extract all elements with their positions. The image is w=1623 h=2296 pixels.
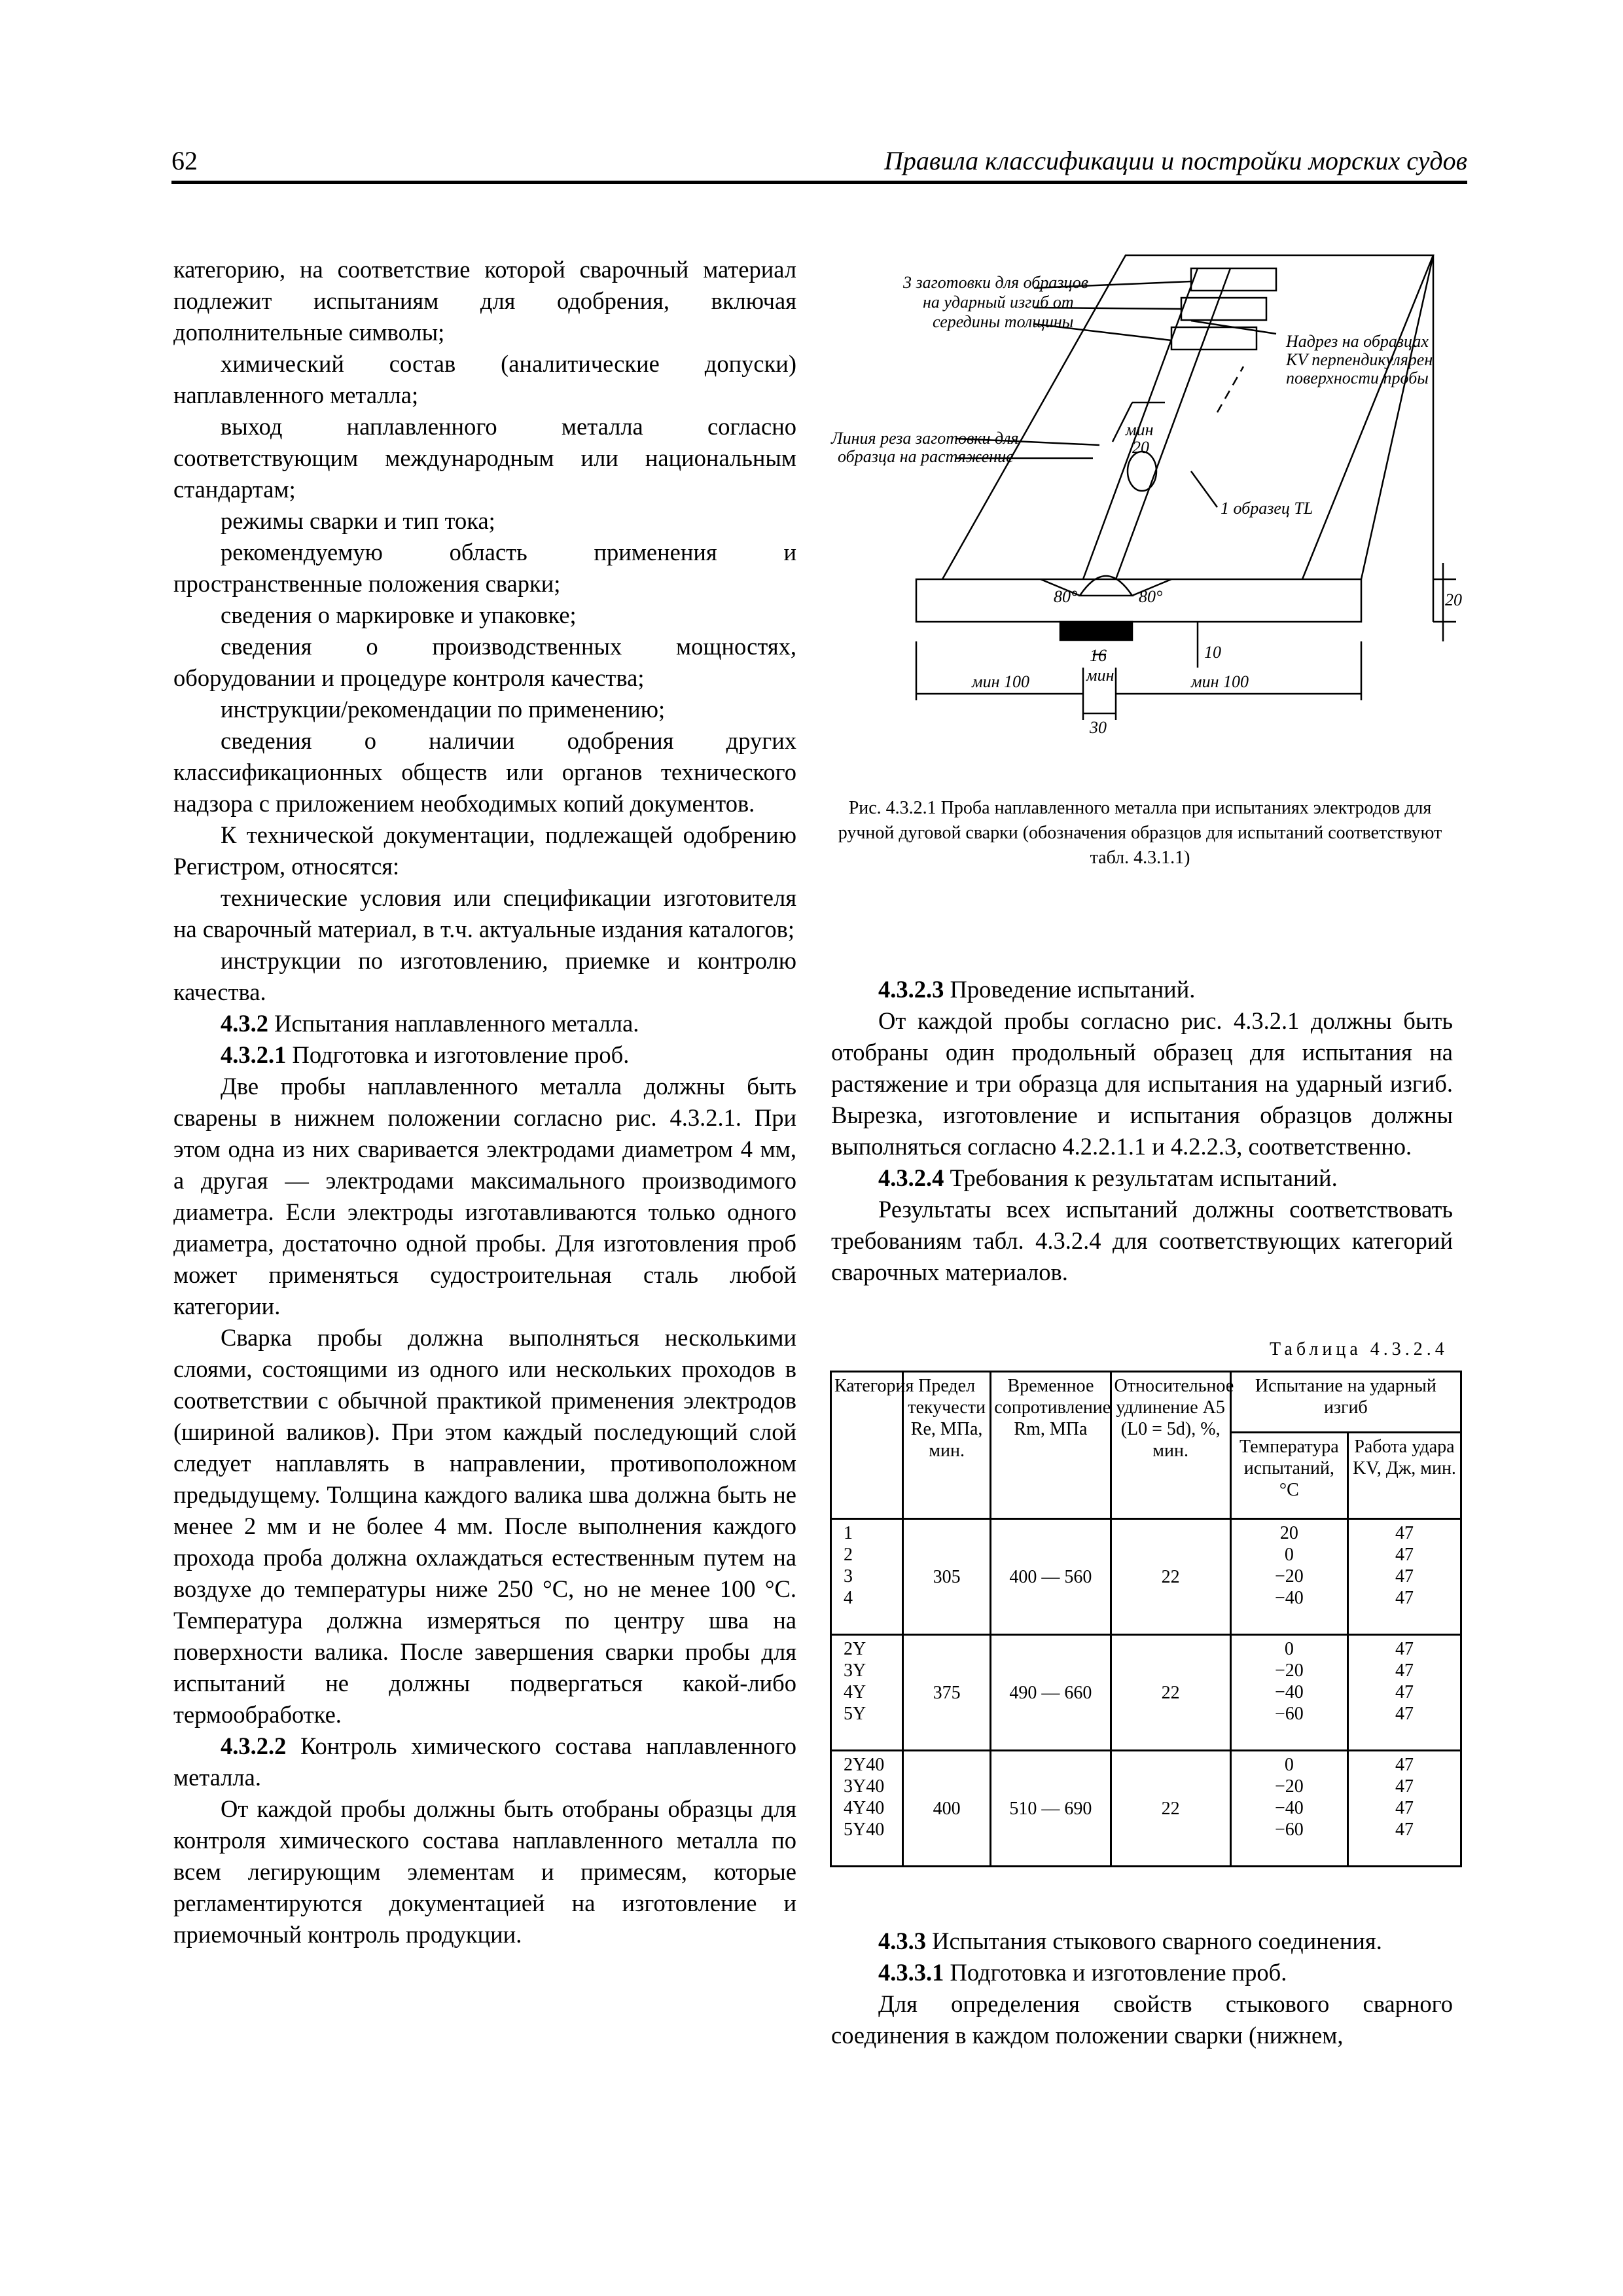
paragraph	[173, 1793, 796, 1950]
label-notch-3: поверхности пробы	[1286, 368, 1429, 387]
paragraph-text: химический состав (аналитические допуски) наплавленного металла;	[173, 350, 796, 408]
cell-temp	[1230, 1635, 1347, 1751]
paragraph-text: выход наплавленного металла согласно соответствующим международным или национальным стандартам;	[173, 413, 796, 503]
paragraph	[831, 1988, 1453, 2051]
col-yield: Предел текучести Re, МПа, мин.	[902, 1372, 990, 1519]
paragraph	[173, 1731, 796, 1793]
cell-elongation: 22	[1111, 1751, 1230, 1867]
col-tensile: Временное сопротивление Rm, МПа	[991, 1372, 1111, 1519]
section-number: 4.3.2.1	[221, 1041, 287, 1068]
figure-caption: Рис. 4.3.2.1 Проба наплавленного металла при испытаниях электродов для ручной дуговой сварки (обозначения образцов для испытаний соответствуют табл. 4.3.1.1)	[838, 798, 1442, 868]
col-temp: Температура испытаний, °C	[1230, 1432, 1347, 1518]
paragraph	[173, 819, 796, 882]
cell-work	[1347, 1635, 1461, 1751]
label-dim-30: 30	[1090, 718, 1107, 737]
cell-work-line: 47	[1395, 1820, 1414, 1840]
cell-yield: 375	[902, 1635, 990, 1751]
label-notch-2: KV перпендикулярен	[1286, 350, 1433, 369]
paragraph-text: Проведение испытаний.	[944, 976, 1196, 1003]
col-impact: Испытание на ударный изгиб	[1230, 1372, 1461, 1433]
cell-category	[831, 1751, 903, 1867]
table-caption: Таблица 4.3.2.4	[1270, 1339, 1448, 1359]
cell-category-line: 3	[844, 1566, 853, 1587]
paragraph-text: сведения о производственных мощностях, оборудовании и процедуре контроля качества;	[173, 633, 796, 691]
paragraph-text: Для определения свойств стыкового сварного соединения в каждом положении сварки (нижнем,	[831, 1990, 1453, 2049]
paragraph	[173, 254, 796, 348]
label-min100-left: мин 100	[972, 672, 1029, 691]
label-notch-1: Надрез на образцах	[1286, 332, 1429, 351]
col-elongation: Относительное удлинение A5 (L0 = 5d), %, мин.	[1111, 1372, 1230, 1519]
figure-labels	[830, 273, 1462, 737]
cell-category-line: 4	[844, 1588, 853, 1608]
left-column	[173, 254, 796, 1950]
col-category: Категория	[831, 1372, 903, 1519]
section-number: 4.3.2.2	[221, 1732, 287, 1759]
cell-category-line: 1	[844, 1523, 853, 1543]
paragraph-text: Требования к результатам испытаний.	[944, 1164, 1338, 1191]
paragraph-text: категорию, на соответствие которой сварочный материал подлежит испытаниям для одобрения, включая дополнительные символы;	[173, 256, 796, 346]
cell-category	[831, 1519, 903, 1635]
cell-work	[1347, 1519, 1461, 1635]
cell-elongation: 22	[1111, 1519, 1230, 1635]
paragraph-text: технические условия или спецификации изготовителя на сварочный материал, в т.ч. актуальные издания каталогов;	[173, 884, 796, 942]
paragraph-text: инструкции/рекомендации по применению;	[221, 696, 666, 723]
cell-temp-line: −60	[1274, 1820, 1304, 1840]
cell-temp	[1230, 1519, 1347, 1635]
cell-category-line: 4Y	[844, 1682, 866, 1702]
label-min100-right: мин 100	[1191, 672, 1249, 691]
cell-tensile: 400 — 560	[991, 1519, 1111, 1635]
paragraph	[173, 348, 796, 411]
cell-category-line: 2Y	[844, 1639, 866, 1659]
paragraph	[173, 882, 796, 945]
label-blanks: 3 заготовки для образцов	[903, 273, 1089, 292]
cell-work	[1347, 1751, 1461, 1867]
paragraph	[173, 694, 796, 725]
right-column	[831, 974, 1453, 1288]
label-cut-2: образца на растяжение	[838, 447, 1014, 466]
paragraph-text: От каждой пробы согласно рис. 4.3.2.1 должны быть отобраны один продольный образец для испытания на растяжение и три образца для испытания на ударный изгиб. Вырезка, изготовление и испытания образцов должны выполняться согласно 4.2.2.1.1 и 4.2.2.3, соответственно.	[831, 1007, 1453, 1160]
paragraph-text: сведения о маркировке и упаковке;	[221, 601, 577, 628]
weld-test-piece-drawing	[825, 249, 1466, 746]
cell-tensile: 510 — 690	[991, 1751, 1111, 1867]
paragraph	[173, 631, 796, 694]
cell-category-line: 3Y	[844, 1660, 866, 1681]
paragraph-text: К технической документации, подлежащей одобрению Регистром, относятся:	[173, 821, 796, 880]
label-angle-right: 80°	[1139, 587, 1163, 606]
paragraph	[173, 725, 796, 819]
cell-temp-line: −40	[1274, 1682, 1304, 1702]
paragraph	[831, 1926, 1453, 1957]
cell-work-line: 47	[1395, 1660, 1414, 1681]
section-number: 4.3.2.3	[878, 976, 944, 1003]
paragraph-text: Подготовка и изготовление проб.	[286, 1041, 630, 1068]
label-dim-20: 20	[1445, 590, 1462, 609]
paragraph-text: рекомендуемую область применения и пространственные положения сварки;	[173, 539, 796, 597]
cell-temp-line: −20	[1274, 1566, 1304, 1587]
table-row	[831, 1519, 1461, 1635]
section-number: 4.3.2	[221, 1010, 268, 1037]
label-min-top: мин	[1126, 420, 1154, 439]
col-work: Работа удара KV, Дж, мин.	[1347, 1432, 1461, 1518]
cell-work-line: 47	[1395, 1798, 1414, 1818]
results-table	[830, 1371, 1462, 1867]
cell-work-line: 47	[1395, 1545, 1414, 1565]
cell-category-line: 5Y40	[844, 1820, 885, 1840]
page-number: 62	[171, 146, 198, 175]
cell-category-line: 4Y40	[844, 1798, 885, 1818]
running-title: Правила классификации и постройки морских судов	[883, 146, 1467, 175]
cell-temp	[1230, 1751, 1347, 1867]
paragraph	[173, 1039, 796, 1071]
paragraph-text: Испытания стыкового сварного соединения.	[926, 1928, 1382, 1954]
cell-tensile: 490 — 660	[991, 1635, 1111, 1751]
cell-yield: 400	[902, 1751, 990, 1867]
figure-4-3-2-1	[825, 249, 1466, 746]
cell-temp-line: 0	[1284, 1755, 1294, 1775]
paragraph-text: сведения о наличии одобрения других классификационных обществ или органов технического надзора с приложением необходимых копий документов.	[173, 727, 796, 817]
cell-temp-line: −20	[1274, 1660, 1304, 1681]
cell-work-line: 47	[1395, 1523, 1414, 1543]
paragraph	[831, 1162, 1453, 1194]
paragraph	[173, 537, 796, 600]
cell-temp-line: −20	[1274, 1776, 1304, 1797]
cell-work-line: 47	[1395, 1566, 1414, 1587]
paragraph	[831, 1194, 1453, 1288]
paragraph	[173, 1322, 796, 1731]
cell-work-line: 47	[1395, 1755, 1414, 1775]
label-blanks-3: середины толщины	[933, 312, 1074, 331]
cell-temp-line: 0	[1284, 1545, 1294, 1565]
cell-temp-line: 0	[1284, 1639, 1294, 1659]
cell-temp-line: −40	[1274, 1798, 1304, 1818]
paragraph	[173, 945, 796, 1008]
cell-yield: 305	[902, 1519, 990, 1635]
label-dim-20-top: 20	[1132, 438, 1149, 457]
label-dim-16: 16	[1090, 646, 1107, 665]
paragraph	[173, 505, 796, 537]
cell-category-line: 2Y40	[844, 1755, 885, 1775]
label-angle-left: 80°	[1054, 587, 1078, 606]
paragraph-text: Контроль химического состава наплавленного металла.	[173, 1732, 796, 1791]
paragraph	[831, 1957, 1453, 1988]
cell-temp-line: −60	[1274, 1704, 1304, 1724]
section-number: 4.3.3.1	[878, 1959, 944, 1986]
cell-category-line: 3Y40	[844, 1776, 885, 1797]
paragraph	[831, 1005, 1453, 1162]
cell-temp-line: 20	[1279, 1523, 1298, 1543]
paragraph-text: Результаты всех испытаний должны соответствовать требованиям табл. 4.3.2.4 для соответствующих категорий сварочных материалов.	[831, 1196, 1453, 1285]
paragraph-text: Две пробы наплавленного металла должны быть сварены в нижнем положении согласно рис. 4.3.2.1. При этом одна из них сваривается электродами диаметром 4 мм, а другая — электродами максимального производимого диаметра. Если электроды изготавливаются только одного диаметра, достаточно одной пробы. Для изготовления проб может применяться судостроительная сталь любой категории.	[173, 1073, 796, 1319]
label-dim-10: 10	[1204, 643, 1221, 662]
paragraph-text: режимы сварки и тип тока;	[221, 507, 495, 534]
cell-work-line: 47	[1395, 1682, 1414, 1702]
paragraph-text: Подготовка и изготовление проб.	[944, 1959, 1287, 1986]
cell-category-line: 2	[844, 1545, 853, 1565]
paragraph-text: Испытания наплавленного металла.	[268, 1010, 639, 1037]
paragraph-text: инструкции по изготовлению, приемке и контролю качества.	[173, 947, 796, 1005]
paragraph-text: Сварка пробы должна выполняться несколькими слоями, состоящими из одного или нескольких проходов в соответствии с обычной практикой применения электродов (шириной валиков). При этом каждый последующий слой следует наплавлять в направлении, противоположном предыдущему. Толщина каждого валика шва должна быть не менее 2 мм и не более 4 мм. После выполнения каждого прохода проба должна охлаждаться естественным путем на воздухе до температуры ниже 250 °C, но не менее 100 °C. Температура должна измеряться по центру шва на поверхности валика. После завершения сварки пробы для испытаний не должны подвергаться какой-либо термообработке.	[173, 1324, 796, 1728]
paragraph-text: От каждой пробы должны быть отобраны образцы для контроля химического состава наплавленного металла по всем легирующим элементам и примесям, которые регламентируются документацией на изготовление и приемочный контроль продукции.	[173, 1795, 796, 1948]
paragraph	[173, 600, 796, 631]
paragraph	[173, 411, 796, 505]
page-header	[171, 139, 1467, 181]
paragraph	[831, 974, 1453, 1005]
cell-work-line: 47	[1395, 1704, 1414, 1724]
cell-work-line: 47	[1395, 1639, 1414, 1659]
header-rule	[171, 181, 1467, 184]
label-blanks-2: на ударный изгиб от	[923, 293, 1074, 312]
table-row	[831, 1751, 1461, 1867]
right-column-bottom	[831, 1926, 1453, 2051]
paragraph	[173, 1008, 796, 1039]
cell-work-line: 47	[1395, 1776, 1414, 1797]
cell-category	[831, 1635, 903, 1751]
section-number: 4.3.2.4	[878, 1164, 944, 1191]
cell-category-line: 5Y	[844, 1704, 866, 1724]
section-number: 4.3.3	[878, 1928, 926, 1954]
table-row	[831, 1635, 1461, 1751]
cell-temp-line: −40	[1274, 1588, 1304, 1608]
label-min-bottom: мин	[1086, 666, 1115, 685]
paragraph	[173, 1071, 796, 1322]
label-cut-1: Линия реза заготовки для	[831, 429, 1019, 448]
label-tl: 1 образец TL	[1221, 499, 1313, 518]
cell-elongation: 22	[1111, 1635, 1230, 1751]
cell-work-line: 47	[1395, 1588, 1414, 1608]
